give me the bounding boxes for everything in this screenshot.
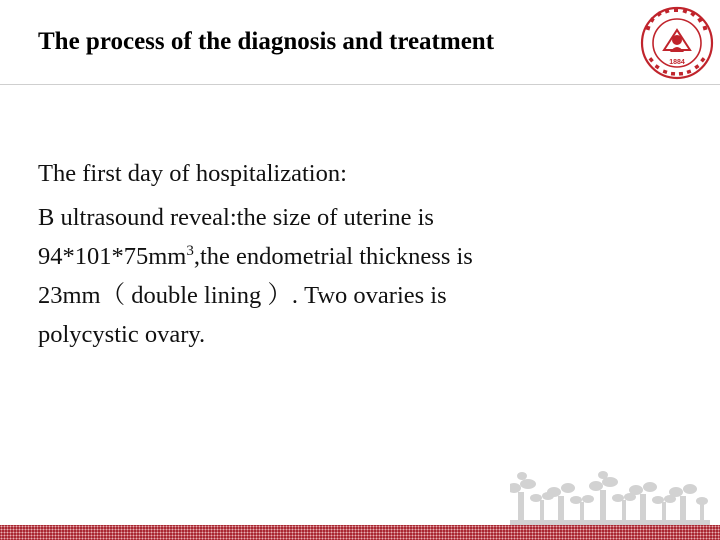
title-divider [0,84,720,85]
body-line-3 [38,237,698,276]
endometrial-text: ,the endometrial thickness is [193,243,473,270]
body-line-5: polycystic ovary. [38,321,206,348]
uterine-size-value: 94*101*75mm [38,243,187,270]
svg-text:1884: 1884 [669,59,685,66]
body-line-2: B ultrasound reveal:the size of uterine is [38,204,434,231]
sprouts-decoration-icon [510,470,710,526]
body-line-4: 23mm（ double lining ）. Two ovaries is [38,282,447,309]
body-line-1: The first day of hospitalization: [38,160,347,187]
superscript-3: 3 [186,242,194,259]
hospital-logo-icon [640,6,714,80]
body-text [38,154,698,354]
slide-title: The process of the diagnosis and treatment [38,28,495,55]
footer-band [0,525,720,540]
